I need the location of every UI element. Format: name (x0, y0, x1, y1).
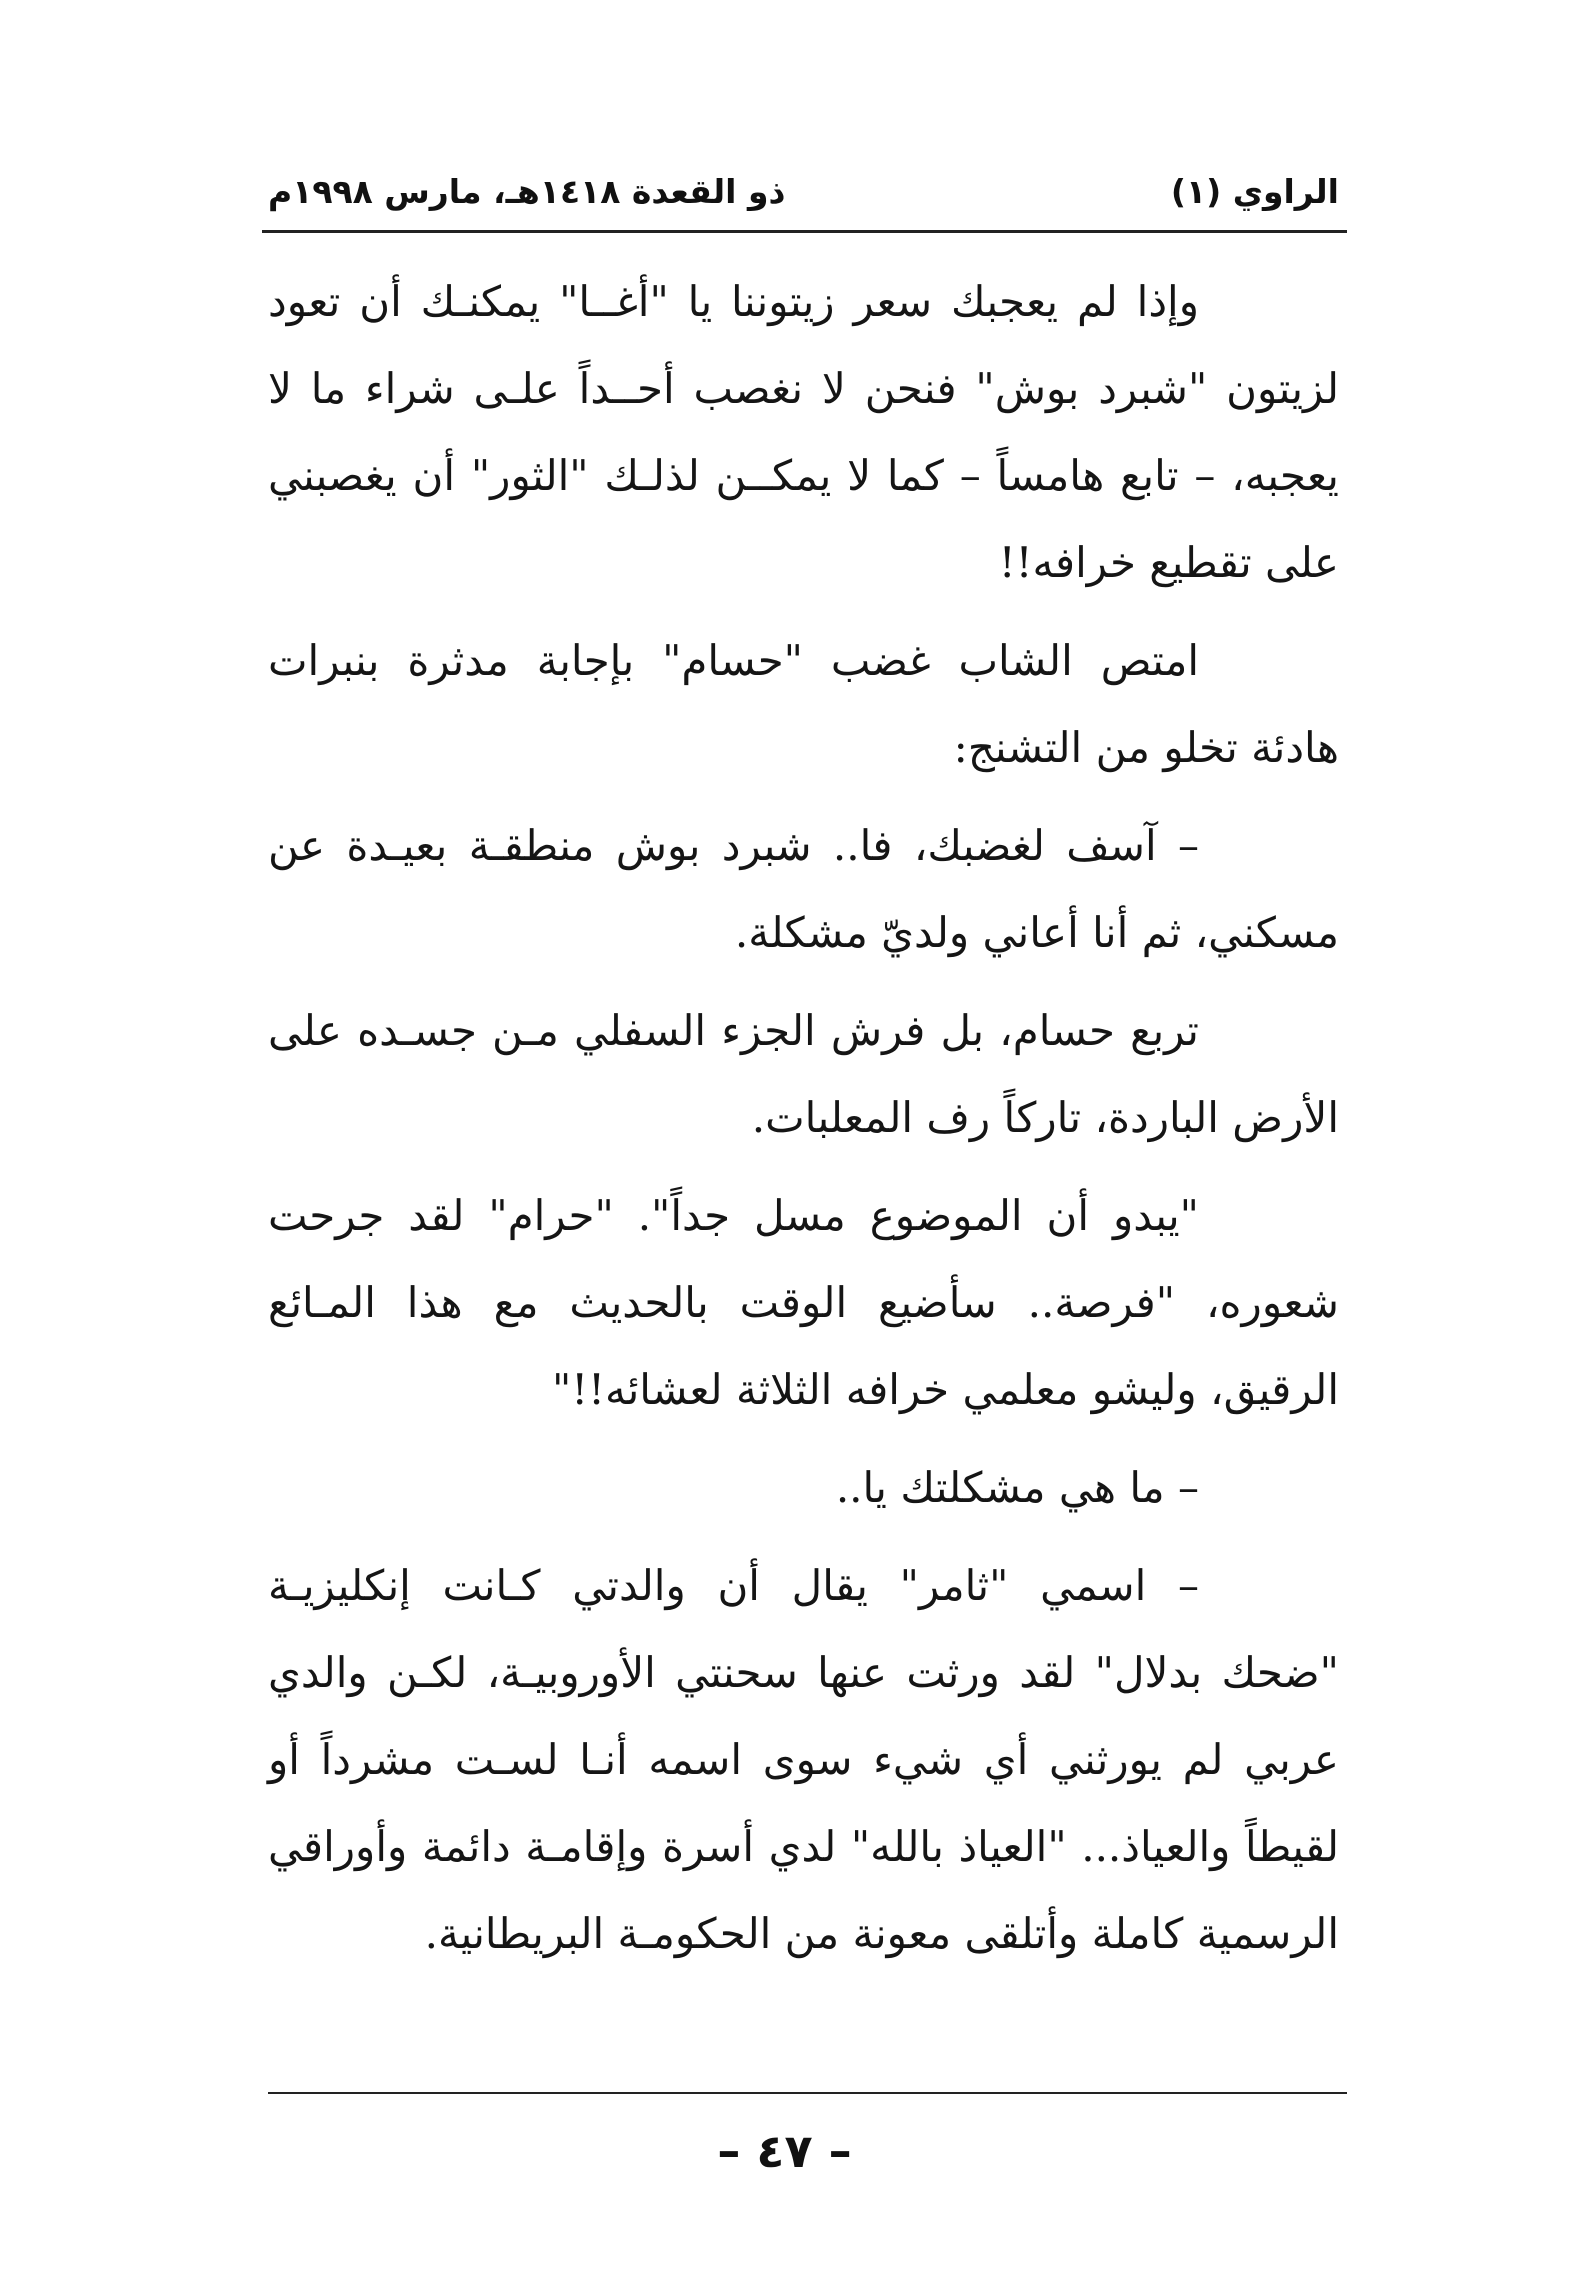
footer-rule (268, 2092, 1347, 2094)
paragraph: – آسف لغضبك، فا.. شبرد بوش منطقـة بعيـدة عن مسكني، ثم أنا أعاني ولديّ مشكلة. (268, 821, 1339, 957)
book-title: الراوي (١) (1170, 171, 1339, 211)
paragraph: امتص الشاب غضب "حسام" بإجابة مدثرة بنبرات هادئة تخلو من التشنج: (268, 636, 1339, 772)
header-rule (262, 230, 1347, 233)
paragraph: – ما هي مشكلتك يا.. (835, 1463, 1199, 1512)
paragraph: "يبدو أن الموضوع مسل جداً". "حرام" لقد جرحت شعوره، "فرصة.. سأضيع الوقت بالحديث مع هذا المـائع الرقيق، وليشو معلمي خرافه الثلاثة لعشائه!!" (268, 1191, 1339, 1414)
page-number: – ٤٧ – (717, 2124, 852, 2178)
issue-date: ذو القعدة ١٤١٨هـ، مارس ١٩٩٨م (268, 171, 786, 211)
running-header (268, 158, 1339, 224)
paragraph: وإذا لم يعجبك سعر زيتوننا يا "أغــا" يمكنـك أن تعود لزيتون "شبرد بوش" فنحن لا نغصب أحــداً علـى شراء ما لا يعجبه، – تابع هامساً – كما لا يمكــن لذلـك "الثور" أن يغصبني على تقطيع خرافه!! (268, 277, 1339, 587)
paragraph: – اسمي "ثامر" يقال أن والدتي كـانت إنكليزيـة "ضحك بدلال" لقد ورثت عنها سحنتي الأوروبيـة، لكـن والدي عربي لم يورثني أي شيء سوى اسمه أنـا لسـت مشرداً أو لقيطاً والعياذ... "العياذ بالله" لدي أسرة وإقامـة دائمة وأوراقي الرسمية كاملة وأتلقى معونة من الحكومـة البريطانية. (268, 1561, 1339, 1958)
paragraph: تربع حسام، بل فرش الجزء السفلي مـن جسـده على الأرض الباردة، تاركاً رف المعلبات. (268, 1006, 1339, 1142)
body-text (268, 258, 1339, 1988)
